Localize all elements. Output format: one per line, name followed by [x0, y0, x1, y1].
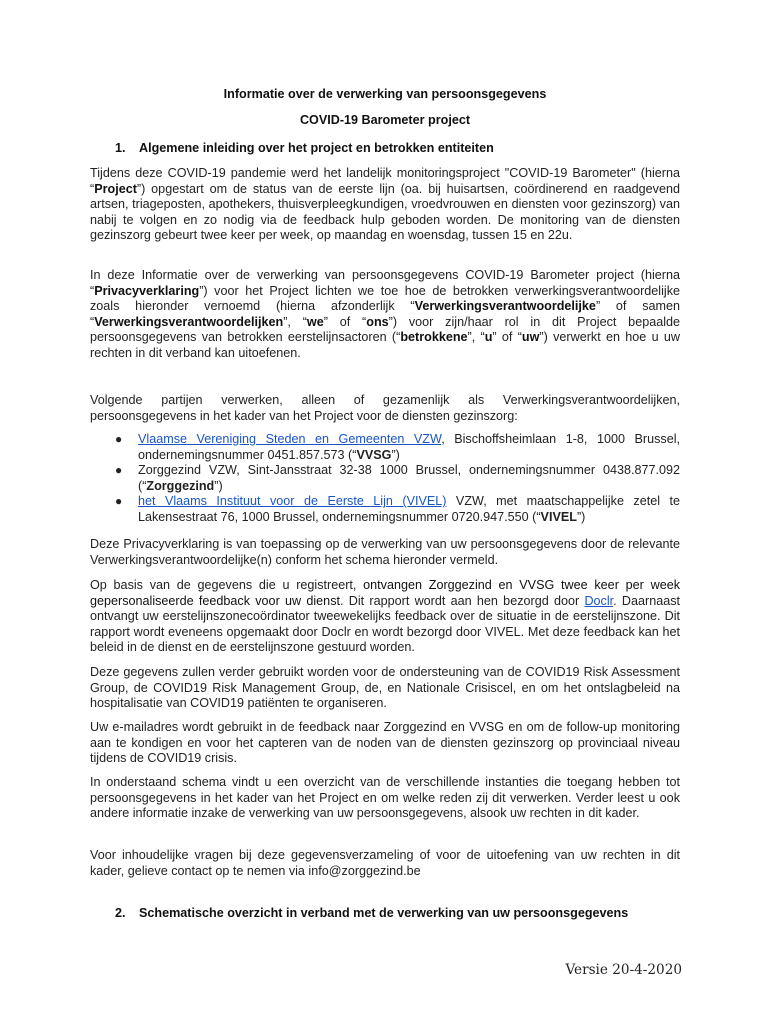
text-run: ”) voor het Project lichten we toe hoe de betrokken verwerkingsverantwoordelijke zoals hieronder vernoemd (hierna afzonderlijk “ [90, 283, 680, 314]
list-item [90, 432, 680, 463]
text-run: Op basis van de gegevens die u registreert, [90, 578, 364, 592]
usage-paragraph: Deze gegevens zullen verder gebruikt worden voor de ondersteuning van de COVID19 Risk Assessment Group, de COVID19 Risk Management Group, de, en Nationale Crisiscel, en om het ontslagbeleid na hospitalisatie van COVID19 patiënten te organiseren. [90, 665, 680, 711]
vivel-link[interactable]: het Vlaams Instituut voor de Eerste Lijn (VIVEL) [138, 494, 447, 509]
contact-paragraph: Voor inhoudelijke vragen bij deze gegevensverzameling of voor de uitoefening van uw rechten in dit kader, gelieve contact op te nemen via info@zorggezind.be [90, 848, 680, 878]
doclr-link[interactable]: Doclr [584, 593, 614, 608]
parties-intro-paragraph: Volgende partijen verwerken, alleen of gezamenlijk als Verwerkingsverantwoordelijken, persoonsgegevens in het kader van het Project voor de diensten gezinszorg: [90, 393, 680, 423]
bullet-icon: ● [115, 494, 123, 509]
bullet-icon: ● [115, 463, 123, 478]
bullet-icon: ● [115, 432, 123, 446]
document-subtitle: COVID-19 Barometer project [299, 113, 471, 127]
document-title: Informatie over de verwerking van persoonsgegevens [223, 87, 547, 101]
version-footer: Versie 20-4-2020 [565, 962, 682, 978]
bold-term: Zorggezind [146, 478, 215, 493]
text-run: ”) opgestart om de status van de eerste lijn (oa. bij huisartsen, coördinerend en raadgevend artsen, triageposten, apothekers, thuisverpleegkundigen, vroedvrouwen en diensten voor gezinszorg) van nabij te volgen en zo nodig via de feedback hulp geboden worden. De monitoring van de diensten gezinszorg gebeurt twee keer per week, op maandag en woensdag, tussen 15 en 22u. [90, 181, 680, 243]
text-run: VZW, met maatschappelijke zetel te Lakensestraat 76, 1000 Brussel, ondernemingsnummer 0720.947.550 (“ [138, 494, 680, 524]
text-run: ”, “ [467, 330, 485, 345]
text-run: . Daarnaast ontvangt uw eerstelijnszonecoördinator tweewekelijks feedback over de situatie in de eerstelijnszone. Dit rapport wordt eveneens opgemaakt door Doclr en wordt bezorgd door VIVEL. Met deze feedback kan het beleid in de dienst en de eerstelijnszone gestuurd worden. [90, 593, 681, 655]
bold-term: Project [94, 181, 137, 196]
parties-list [90, 432, 680, 526]
bold-term: we [306, 314, 324, 329]
list-item [90, 494, 680, 525]
text-run: ” of “ [492, 330, 522, 345]
text-run: ”) verwerkt en hoe u uw rechten in dit verband kan uitoefenen. [90, 330, 681, 360]
text-run: ”, “ [283, 314, 307, 329]
bold-term: Privacyverklaring [94, 283, 200, 298]
text-run: ” of samen “ [90, 299, 681, 329]
privacy-paragraph [90, 268, 680, 362]
text-run: . Dit rapport wordt aan hen bezorgd door [340, 593, 585, 608]
bold-term: Verwerkingsverantwoordelijken [94, 314, 284, 329]
bold-term: u [484, 330, 493, 345]
text-run: ”) [214, 478, 223, 493]
section-1-title: Algemene inleiding over het project en betrokken entiteiten [139, 141, 494, 155]
bold-term: Verwerkingsverantwoordelijke [414, 299, 596, 314]
section-1-number: 1. [115, 141, 126, 155]
section-2-heading [115, 906, 628, 920]
scope-paragraph: Deze Privacyverklaring is van toepassing op de verwerking van uw persoonsgegevens door de relevante Verwerkingsverantwoordelijke(n) conform het schema hieronder vermeld. [90, 537, 680, 567]
intro-paragraph [90, 166, 680, 244]
section-1-heading [115, 141, 494, 155]
bold-term: VIVEL [540, 509, 577, 524]
highlighted-text: ontvangen Zorggezind en VVSG twee keer per week gepersonaliseerde feedback voor uw dienst [90, 578, 680, 608]
bold-term: betrokkene [400, 330, 468, 345]
section-2-number: 2. [115, 906, 126, 920]
text-run: In deze Informatie over de verwerking van persoonsgegevens COVID-19 Barometer project (hierna “ [90, 268, 680, 298]
text-run: Tijdens deze COVID-19 pandemie werd het landelijk monitoringsproject "COVID-19 Barometer" (hierna “ [90, 166, 680, 196]
feedback-paragraph [90, 578, 680, 656]
bold-term: ons [366, 314, 389, 329]
text-run: , Bischoffsheimlaan 1-8, 1000 Brussel, ondernemingsnummer 0451.857.573 (“ [138, 432, 680, 462]
text-run: ”) [576, 509, 586, 524]
text-run: ”) [391, 447, 400, 462]
email-paragraph: Uw e-mailadres wordt gebruikt in de feedback naar Zorggezind en VVSG en om de follow-up monitoring aan te kondigen en voor het capteren van de noden van de diensten gezinszorg op provinciaal niveau tijdens de COVID19 crisis. [90, 720, 680, 766]
list-item [90, 463, 680, 494]
section-2-title: Schematische overzicht in verband met de verwerking van uw persoonsgegevens [139, 906, 629, 920]
vvsg-link[interactable]: Vlaamse Vereniging Steden en Gemeenten VZW [138, 432, 442, 446]
text-run: ” of “ [323, 314, 367, 329]
overview-paragraph: In onderstaand schema vindt u een overzicht van de verschillende instanties die toegang hebben tot persoonsgegevens in het kader van het Project en om welke reden zij dit verwerken. Verder leest u ook andere informatie inzake de verwerking van uw persoonsgegevens, alsook uw rechten in dit kader. [90, 775, 680, 821]
text-run: Zorggezind VZW, Sint-Jansstraat 32-38 1000 Brussel, ondernemingsnummer 0438.877.092 (“ [138, 463, 680, 493]
text-run: ”) voor zijn/haar rol in dit Project bepaalde persoonsgegevens van betrokken eerstelijnsactoren (“ [90, 314, 681, 345]
bold-term: uw [521, 330, 540, 345]
bold-term: VVSG [356, 447, 392, 462]
